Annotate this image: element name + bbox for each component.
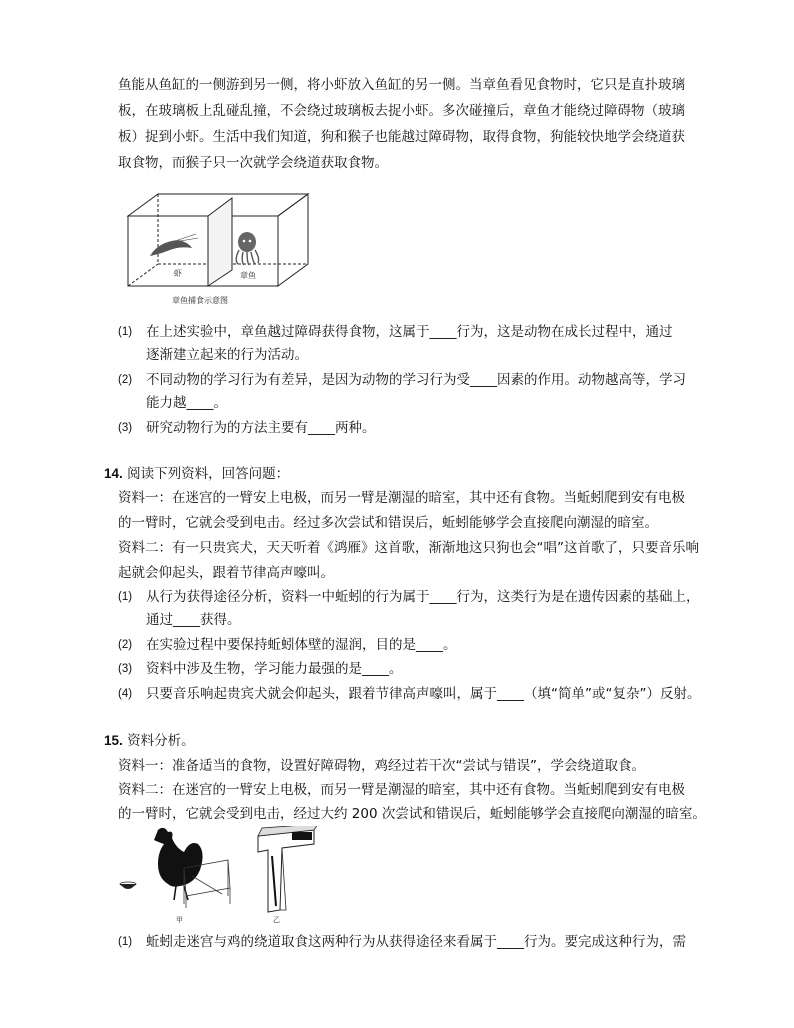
shrimp-icon	[150, 234, 198, 256]
octopus-label: 章鱼	[240, 271, 256, 280]
question-line: 不同动物的学习行为有差异，是因为动物的学习行为受____因素的作用。动物越高等，学习	[146, 372, 686, 388]
material-line: 的一臂时，它就会受到电击。经过多次尝试和错误后，蚯蚓能够学会直接爬向潮湿的暗室。	[118, 515, 658, 531]
question-14-heading	[104, 464, 289, 484]
question-number: 15.	[104, 733, 123, 748]
item-number: (3)	[118, 422, 133, 434]
item-number: (2)	[118, 374, 133, 386]
item-number: (1)	[118, 326, 133, 338]
question-line: 在上述实验中，章鱼越过障碍获得食物，这属于____行为，这是动物在成长过程中，通过	[146, 324, 673, 340]
question-line: 逐渐建立起来的行为活动。	[146, 347, 308, 363]
intro-line: 鱼能从鱼缸的一侧游到另一侧，将小虾放入鱼缸的另一侧。当章鱼看见食物时，它只是直扑玻璃	[118, 77, 685, 93]
octopus-icon	[236, 232, 258, 265]
material-line: 的一臂时，它就会受到电击，经过大约 200 次尝试和错误后，蚯蚓能够学会直接爬向潮湿的暗室。	[118, 806, 706, 822]
question-line: 只要音乐响起贵宾犬就会仰起头，跟着节律高声嚎叫，属于____（填“简单”或“复杂”）反射。	[146, 686, 701, 702]
item-number: (1)	[118, 936, 133, 948]
question-line: 蚯蚓走迷宫与鸡的绕道取食这两种行为从获得途径来看属于____行为。要完成这种行为，需	[146, 934, 686, 950]
intro-line: 板）捉到小虾。生活中我们知道，狗和猴子也能越过障碍物，取得食物，狗能较快地学会绕道获	[118, 129, 685, 145]
question-line: 能力越____。	[146, 395, 227, 411]
material-line: 资料二：在迷宫的一臂安上电极，而另一臂是潮湿的暗室，其中还有食物。当蚯蚓爬到安有电极	[118, 782, 685, 798]
question-title: 阅读下列资料，回答问题：	[127, 466, 290, 482]
figure-caption: 章鱼捕食示意图	[172, 296, 228, 305]
item-number: (4)	[118, 688, 133, 700]
material-line: 资料二：有一只贵宾犬，天天听着《鸿雁》这首歌，渐渐地这只狗也会“唱”这首歌了，只要音乐响	[118, 540, 699, 556]
item-number: (1)	[118, 591, 133, 603]
question-line: 研究动物行为的方法主要有____两种。	[146, 420, 376, 436]
figure-label-yi: 乙	[273, 916, 280, 924]
material-line: 资料一：在迷宫的一臂安上电极，而另一臂是潮湿的暗室，其中还有食物。当蚯蚓爬到安有电极	[118, 490, 685, 506]
question-title: 资料分析。	[127, 733, 195, 749]
food-bowl-icon	[120, 882, 136, 889]
intro-line: 取食物，而猴子只一次就学会绕道获取食物。	[118, 155, 388, 171]
question-15-heading	[104, 731, 195, 751]
shrimp-label: 虾	[174, 269, 182, 278]
item-number: (2)	[118, 639, 133, 651]
question-number: 14.	[104, 466, 123, 481]
intro-line: 板，在玻璃板上乱碰乱撞，不会绕过玻璃板去捉小虾。多次碰撞后，章鱼才能绕过障碍物（玻璃	[118, 103, 685, 119]
question-line: 通过____获得。	[146, 612, 241, 628]
material-line: 起就会仰起头，跟着节律高声嚎叫。	[118, 565, 334, 581]
question-line: 从行为获得途径分析，资料一中蚯蚓的行为属于____行为，这类行为是在遗传因素的基础上，	[146, 589, 700, 605]
material-line: 资料一：准备适当的食物，设置好障碍物，鸡经过若干次“尝试与错误”，学会绕道取食。	[118, 758, 645, 774]
question-line: 在实验过程中要保持蚯蚓体壁的湿润，目的是____。	[146, 637, 457, 653]
rooster-icon	[154, 828, 203, 900]
octopus-tank-figure	[122, 190, 322, 310]
rooster-maze-figure	[118, 826, 338, 926]
item-number: (3)	[118, 663, 133, 675]
maze-icon	[258, 826, 318, 912]
question-line: 资料中涉及生物，学习能力最强的是____。	[146, 661, 403, 677]
figure-label-jia: 甲	[176, 916, 183, 924]
